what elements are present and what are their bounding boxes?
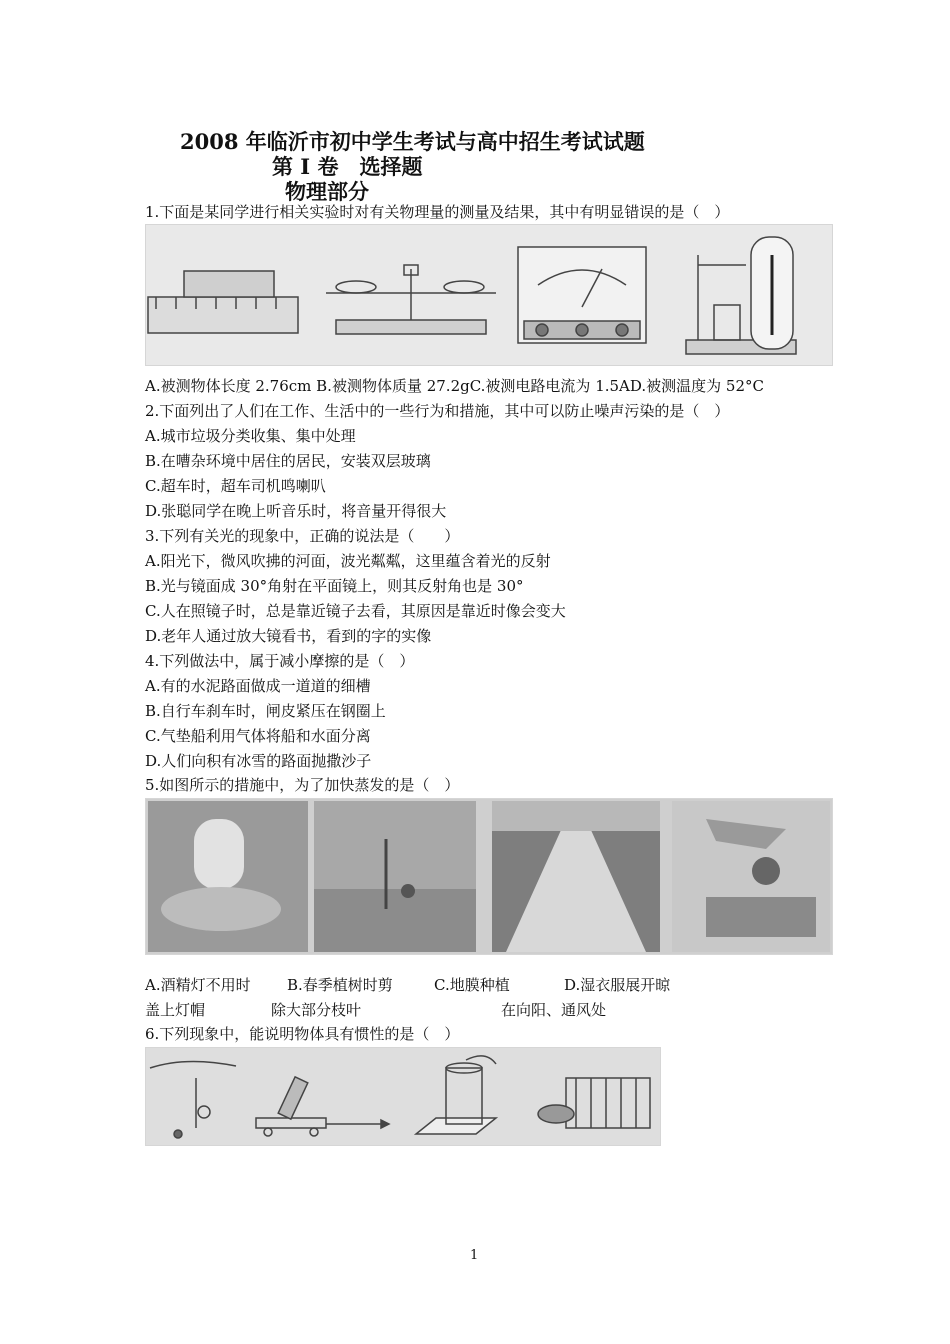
question-5-option-c: C.地膜种植 bbox=[434, 976, 510, 994]
plastic-film-planting-photo bbox=[492, 801, 660, 952]
q5-photos bbox=[146, 799, 832, 954]
drying-clothes-photo bbox=[672, 801, 830, 952]
question-1-options: A.被测物体长度 2.76cm B.被测物体质量 27.2gC.被测电路电流为 1.5AD.被测温度为 52°C bbox=[145, 377, 764, 395]
question-5: 5.如图所示的措施中，为了加快蒸发的是（ ） bbox=[145, 776, 460, 794]
question-2-option-b: B.在嘈杂环境中居住的居民，安装双层玻璃 bbox=[145, 452, 431, 470]
question-5-option-d-cont: 在向阳、通风处 bbox=[501, 1001, 607, 1019]
alcohol-lamp-photo bbox=[148, 801, 308, 952]
question-2: 2.下面列出了人们在工作、生活中的一些行为和措施，其中可以防止噪声污染的是（ ） bbox=[145, 402, 730, 420]
cup-card-coin-drawing bbox=[416, 1056, 496, 1134]
section-title: 第 I 卷 选择题 bbox=[272, 154, 423, 179]
q6-figure bbox=[145, 1047, 661, 1146]
falling-ball-drawing bbox=[150, 1061, 236, 1138]
question-5-option-a: A.酒精灯不用时 bbox=[145, 976, 251, 994]
cart-block-drawing bbox=[256, 1077, 389, 1136]
q6-drawings bbox=[146, 1048, 660, 1145]
subject-title: 物理部分 bbox=[285, 179, 369, 204]
question-3-option-a: A.阳光下，微风吹拂的河面，波光粼粼，这里蕴含着光的反射 bbox=[145, 552, 551, 570]
question-3-option-b: B.光与镜面成 30°角射在平面镜上，则其反射角也是 30° bbox=[145, 577, 524, 595]
balance-drawing bbox=[326, 265, 496, 334]
question-1: 1.下面是某同学进行相关实验时对有关物理量的测量及结果，其中有明显错误的是（ ） bbox=[145, 203, 730, 221]
question-4-option-d: D.人们向积有冰雪的路面抛撒沙子 bbox=[145, 752, 372, 770]
question-4-option-c: C.气垫船利用气体将船和水面分离 bbox=[145, 727, 371, 745]
question-4-option-b: B.自行车刹车时，闸皮紧压在钢圈上 bbox=[145, 702, 386, 720]
question-5-option-a-cont: 盖上灯帽 bbox=[145, 1001, 206, 1019]
question-2-option-c: C.超车时，超车司机鸣喇叭 bbox=[145, 477, 326, 495]
ruler-drawing bbox=[148, 271, 298, 333]
question-5-option-d: D.湿衣服展开晾 bbox=[564, 976, 671, 994]
question-2-option-d: D.张聪同学在晚上听音乐时，将音量开得很大 bbox=[145, 502, 447, 520]
question-3-option-d: D.老年人通过放大镜看书，看到的字的实像 bbox=[145, 627, 432, 645]
thermometer-drawing bbox=[686, 237, 796, 354]
q1-figure bbox=[145, 224, 833, 366]
tree-planting-photo bbox=[314, 801, 476, 952]
ammeter-drawing bbox=[518, 247, 646, 343]
q1-figure-drawing bbox=[146, 225, 832, 365]
q5-figure bbox=[145, 798, 833, 955]
question-2-option-a: A.城市垃圾分类收集、集中处理 bbox=[145, 427, 356, 445]
question-6: 6.下列现象中，能说明物体具有惯性的是（ ） bbox=[145, 1025, 460, 1043]
question-5-option-b-cont: 除大部分枝叶 bbox=[271, 1001, 362, 1019]
question-4: 4.下列做法中，属于减小摩擦的是（ ） bbox=[145, 652, 415, 670]
page-number: 1 bbox=[470, 1248, 479, 1263]
question-3: 3.下列有关光的现象中，正确的说法是（ ） bbox=[145, 527, 460, 545]
question-3-option-c: C.人在照镜子时，总是靠近镜子去看，其原因是靠近时像会变大 bbox=[145, 602, 566, 620]
exam-title: 2008 年临沂市初中学生考试与高中招生考试试题 bbox=[180, 129, 645, 154]
question-5-option-b: B.春季植树时剪 bbox=[287, 976, 393, 994]
question-4-option-a: A.有的水泥路面做成一道道的细槽 bbox=[145, 677, 371, 695]
animal-cage-drawing bbox=[538, 1078, 650, 1128]
